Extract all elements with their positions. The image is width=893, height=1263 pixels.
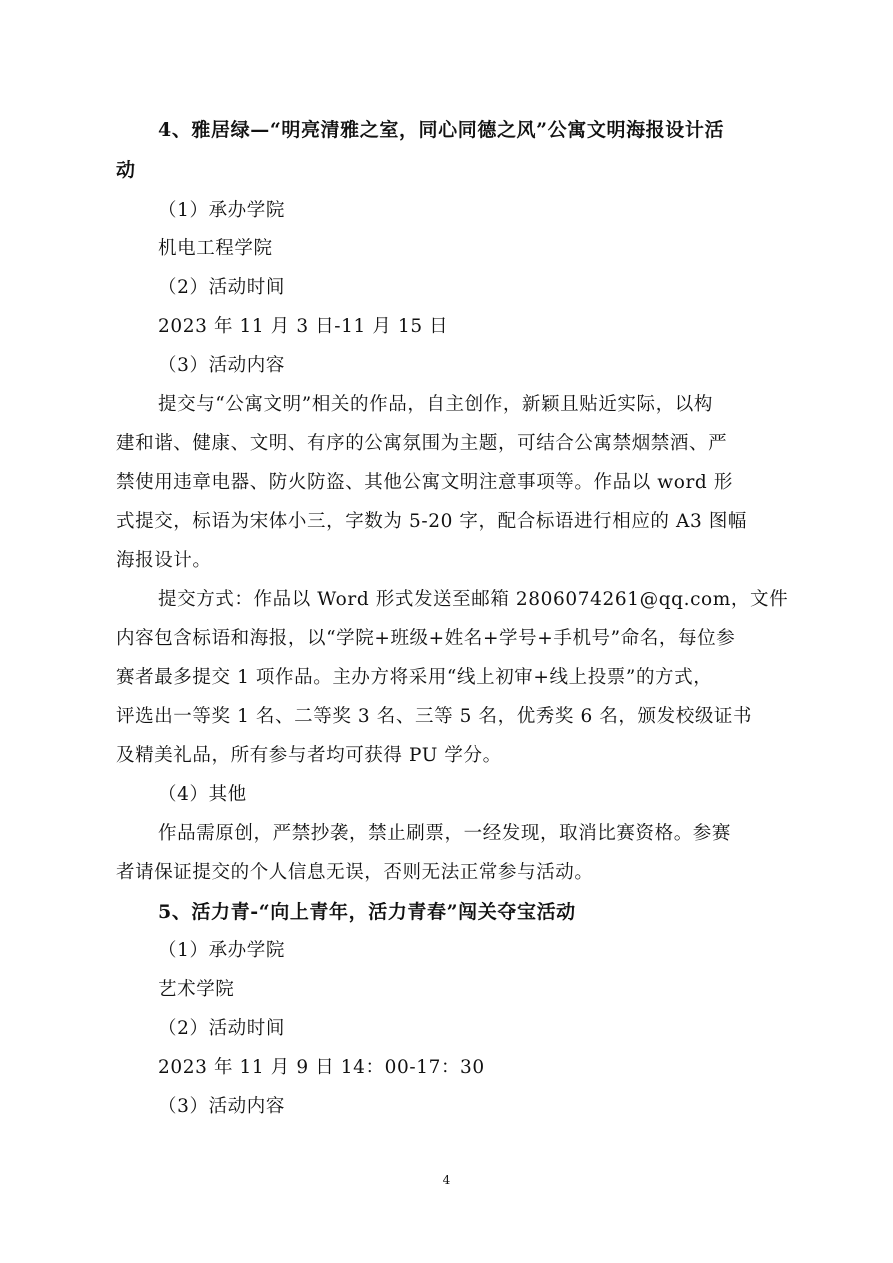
section-4-content-para-1-line: 禁使用违章电器、防火防盗、其他公寓文明注意事项等。作品以 word 形 xyxy=(116,472,733,493)
section-4-content-para-2-line: 内容包含标语和海报，以“学院+班级+姓名+学号+手机号”命名，每位参 xyxy=(116,628,736,649)
section-4-other-para-line: 者请保证提交的个人信息无误，否则无法正常参与活动。 xyxy=(116,862,594,883)
section-4-content-para-2-line: 评选出一等奖 1 名、二等奖 3 名、三等 5 名，优秀奖 6 名，颁发校级证书 xyxy=(116,706,753,727)
section-4-time: 2023 年 11 月 3 日-11 月 15 日 xyxy=(158,316,449,337)
section-4-content-para-1-line: 建和谐、健康、文明、有序的公寓氛围为主题，可结合公寓禁烟禁酒、严 xyxy=(116,433,728,454)
section-5-content-label: （3）活动内容 xyxy=(158,1096,285,1117)
section-4-content-para-2-line: 赛者最多提交 1 项作品。主办方将采用“线上初审+线上投票”的方式， xyxy=(116,667,713,688)
section-4-other-para-line: 作品需原创，严禁抄袭，禁止刷票，一经发现，取消比赛资格。参赛 xyxy=(158,823,732,844)
section-4-organizer: 机电工程学院 xyxy=(158,238,273,259)
section-4-content-label: （3）活动内容 xyxy=(158,355,285,376)
section-5-organizer-label: （1）承办学院 xyxy=(158,940,285,961)
section-4-content-para-1-line: 式提交，标语为宋体小三，字数为 5-20 字，配合标语进行相应的 A3 图幅 xyxy=(116,511,748,532)
section-5-organizer: 艺术学院 xyxy=(158,979,235,1000)
section-4-organizer-label: （1）承办学院 xyxy=(158,200,285,221)
section-4-content-para-2-line: 及精美礼品，所有参与者均可获得 PU 学分。 xyxy=(116,745,502,766)
section-4-content-para-2-line: 提交方式：作品以 Word 形式发送至邮箱 2806074261@qq.com，文件 xyxy=(158,589,789,610)
section-4-title-line-1: 4、雅居绿—“明亮清雅之室，同心同德之风”公寓文明海报设计活 xyxy=(158,119,725,141)
section-5-title: 5、活力青-“向上青年，活力青春”闯关夺宝活动 xyxy=(158,901,576,923)
section-4-time-label: （2）活动时间 xyxy=(158,277,285,298)
page-number: 4 xyxy=(442,1173,451,1187)
section-4-other-label: （4）其他 xyxy=(158,784,247,805)
section-4-title-line-2: 动 xyxy=(116,159,136,181)
section-4-content-para-1-line: 提交与“公寓文明”相关的作品，自主创作，新颖且贴近实际，以构 xyxy=(158,394,713,415)
section-5-time: 2023 年 11 月 9 日 14：00-17：30 xyxy=(158,1057,485,1078)
section-5-time-label: （2）活动时间 xyxy=(158,1018,285,1039)
section-4-content-para-1-line: 海报设计。 xyxy=(116,550,212,571)
